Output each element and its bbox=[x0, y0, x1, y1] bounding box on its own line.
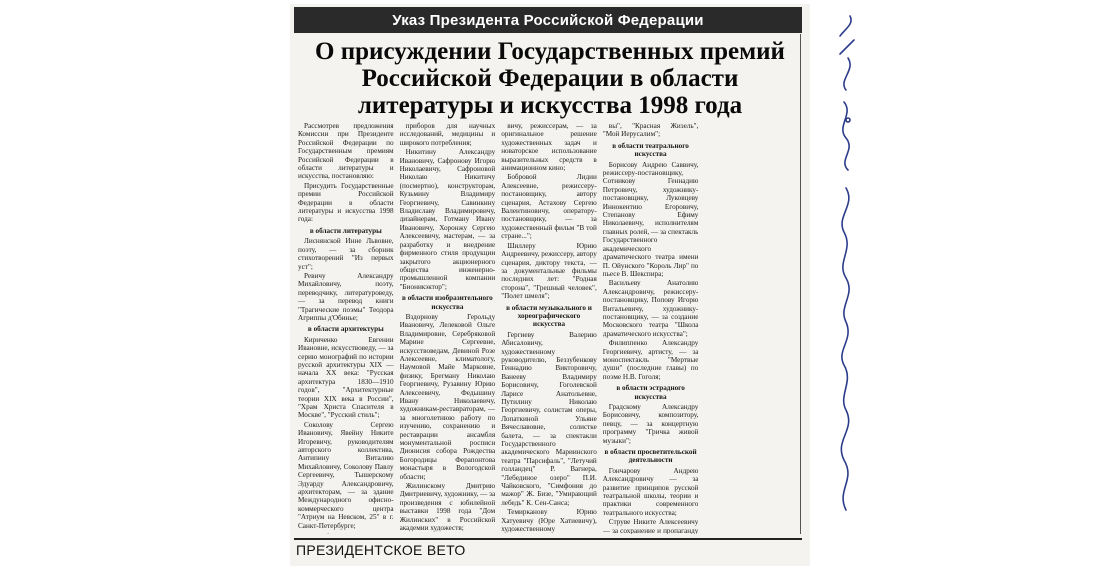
section-heading: в области просветительской деятельности bbox=[604, 448, 697, 465]
paragraph: вичу, режиссерам, — за оригинальное решение художественных задач и новаторское использование выразительных средств в анимационном кино; bbox=[501, 122, 597, 173]
section-heading: в области изобразительного искусства bbox=[402, 294, 493, 311]
section-heading: в области архитектуры bbox=[307, 325, 384, 334]
paragraph: Васильеву Анатолию Александровичу, режиссеру-постановщику, Попову Игорю Витальевичу, художнику-постановщику, — за создание Московского театра "Школа драматического искусства"; bbox=[602, 279, 699, 338]
paragraph: вы", "Красная Жизель", "Мой Иерусалим"; bbox=[602, 122, 699, 139]
next-article-heading: ПРЕЗИДЕНТСКОЕ ВЕТО bbox=[296, 542, 466, 558]
section-banner: Указ Президента Российской Федерации bbox=[294, 7, 802, 33]
column-2 bbox=[400, 122, 496, 534]
paragraph: Струве Никите Алексеевичу — за сохранение и пропаганду bbox=[602, 518, 699, 534]
handwritten-date-annotation bbox=[826, 10, 866, 530]
paragraph: Темиркановy Юрию Хатуевичу (Юре Хатиевичу), художественному bbox=[501, 508, 597, 534]
article-body bbox=[298, 122, 800, 534]
paragraph: Градскому Александру Борисовичу, композитору, певцу, — за концертную программу "Гричка живой музыки"; bbox=[602, 403, 699, 445]
section-heading: в области эстрадного искусства bbox=[616, 384, 685, 401]
paragraph: Вздорнову Герольду Ивановичу, Лелековой Ольге Владимировне, Серебряковой Марине Сергеевне, искусствоведам, Девиной Розе Алексеевне, климатологу, Наумовой Майе Марковне, физику, Брегману Николаю Георгиевичу, Рузавину Юрию Алексеевичу, Федышину Ивану Николаевичу, художникам-реставраторам, — за многолетнюю работу по изучению, сохранению и реставрации ансамбля монументальной росписи Дионисия собора Рождества Богородицы Ферапонтова монастыря в Вологодской области; bbox=[399, 312, 496, 481]
handwriting-icon bbox=[826, 10, 866, 530]
section-heading: в области музыкального и хореографического искусства bbox=[506, 303, 592, 329]
paragraph: Кириченко Евгении Ивановне, искусствоведу, — за серию монографий по истории русской архитектуры XIX — начала XX века: "Русская архитектура 1830—1910 годов", "Архитектурные теории XIX века в России", "Храм Христа Спасителя в Москве", "Русский стиль"; bbox=[298, 335, 394, 420]
paragraph: Ревичу Александру Михайловичу, поэту, переводчику, литературоведу, — за перевод книги "Трагические поэмы" Теодора Агриппы д'Обинье; bbox=[298, 271, 394, 322]
paragraph: Жилинскому Дмитрию Дмитриевичу, художнику, — за произведения с юбилейной выставки 1998 года "Дом Жилинских" в Российской академии художеств; bbox=[399, 482, 496, 533]
paragraph: Лиснянской Инне Львовне, поэту, — за сборник стихотворений "Из первых уст"; bbox=[298, 237, 394, 271]
section-heading: в области театрального искусства bbox=[612, 141, 689, 159]
section-heading bbox=[298, 533, 394, 534]
paragraph: Бобровой Лидии Алексеевне, режиссеру-постановщику, автору сценария, Астахову Сергею Валентиновичу, оператору-постановщику, — за художественный фильм "В той стране..."; bbox=[501, 173, 597, 241]
newspaper-clipping bbox=[290, 4, 810, 566]
paragraph: Рассмотрев предложения Комиссии при Президенте Российской Федерации по Государственным премиям Российской Федерации в области литературы и искусства, постановляю: bbox=[298, 122, 394, 181]
article-headline: О присуждении Государственных премий Российской Федерации в области литературы и искусства 1998 года bbox=[315, 38, 785, 119]
column-rule bbox=[800, 34, 801, 534]
column-3 bbox=[501, 122, 597, 534]
paragraph: приборов для научных исследований, медицины и широкого потребления; bbox=[399, 122, 496, 147]
paragraph: Шиллеру Юрию Андреевичу, режиссеру, автору сценария, диктору текста, — за документальные фильмы последних лет: "Родная сторона", "Грешный человек", "Полет шмеля"; bbox=[501, 241, 597, 301]
column-4 bbox=[603, 122, 699, 534]
footer-rule bbox=[294, 538, 802, 540]
section-heading: в области литературы bbox=[309, 226, 382, 235]
paragraph: Соколову Сергею Ивановичу, Явейну Никите Игоревичу, руководителям авторского коллектива, Антипину Виталию Михайловичу, Соколову Павлу Сергеевичу, Тышерскому Эдуарду Александровичу, архитекторам, — за здание Международного офисно-коммерческого центра "Атриум на Невском, 25" в г. Санкт-Петербурге; bbox=[298, 420, 394, 530]
paragraph bbox=[400, 534, 496, 535]
paragraph: Никитину Александру Ивановичу, Сафронову Игорю Николаевичу, Сафроновой Николаю Никитичу (посмертно), конструкторам, Кузьмину Владимиру Георгиевичу, Савинкину Владиславу Владимировичу, дизайнерам, Готману Ивану Ивановичу, Хоронжу Сергею Алексеевичу, мастерам, — за разработку и внедрение фирменного стиля продукции закрытого акционерного общества инженерно-промышленной компании "Бионикэктор"; bbox=[399, 148, 496, 291]
paragraph: Филиппенко Александру Георгиевичу, артисту, — за моноспектакль "Мертвые души" (последние главы) по поэме Н.В. Гоголя; bbox=[602, 339, 699, 381]
paragraph: Присудить Государственные премии Российской Федерации в области литературы и искусства 1998 года: bbox=[298, 181, 394, 224]
paragraph: Гончарову Андрею Александровичу — за развитие принципов русской театральной школы, теории и практики современного театрального искусства; bbox=[602, 466, 699, 517]
column-1 bbox=[298, 122, 394, 534]
paragraph: Борисову Андрею Саввичу, режиссеру-постановщику, Сотникову Геннадию Петровичу, художнику-постановщику, Луковцеву Иннокентию Егоровичу, Степанову Ефиму Николаевичу, исполнителям главных ролей, — за спектакль Государственного академического драматического театра имени П. Ойунского "Король Лир" по пьесе В. Шекспира; bbox=[602, 160, 699, 278]
paragraph: Гергиеву Валерию Абисаловичу, художественному руководителю, Беззубенкову Геннадию Викторовичу, Ванееву Владимиру Борисовичу, Гоголевской Ларисе Анатольевне, Путилину Николаю Георгиевичу, солистам оперы, Лопаткиной Ульяне Вячеславовне, солистке балета, — за спектакли Государственного академического Мариинского театра "Парсифаль", "Летучий голландец" Р. Вагнера, "Лебединое озеро" П.И. Чайковского, "Симфония до мажор" Ж. Бизе, "Умирающий лебедь" К. Сен-Санса; bbox=[501, 330, 597, 507]
